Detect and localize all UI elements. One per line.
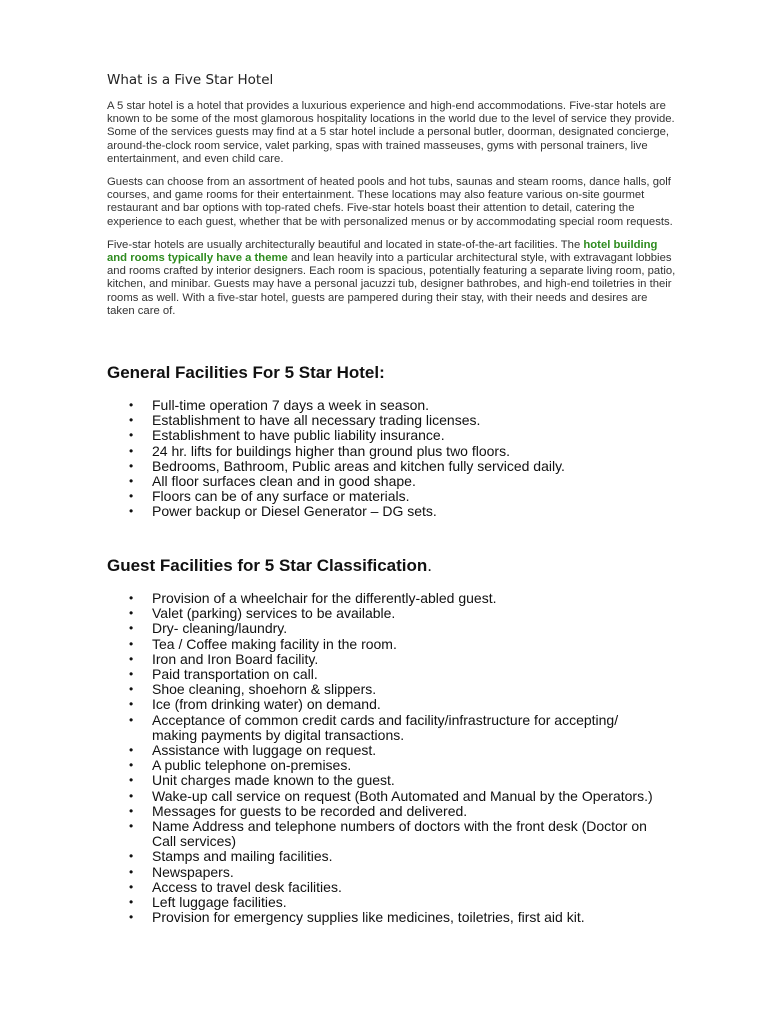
list-item: • Assistance with luggage on request. bbox=[107, 743, 667, 758]
list-item: • Stamps and mailing facilities. bbox=[107, 849, 667, 864]
list-item: • Messages for guests to be recorded and delivered. bbox=[107, 804, 667, 819]
intro-paragraph-2: Guests can choose from an assortment of heated pools and hot tubs, saunas and steam rooms, dance halls, golf courses, and game rooms for their entertainment. These locations may also feature various on-site gourmet restaurant and bar options with top-rated chefs. Five-star hotels boast their attention to detail, catering the experience to each guest, whether that be with personalized menus or by accommodating special room requests. bbox=[107, 176, 673, 228]
list-item: • Dry- cleaning/laundry. bbox=[107, 621, 667, 636]
guest-heading-period: . bbox=[427, 556, 433, 575]
intro-paragraph-1: A 5 star hotel is a hotel that provides a luxurious experience and high-end accommodations. Five-star hotels are known to be some of the most glamorous hospitality locations in the world due to the level of service they provide. Some of the services guests may find at a 5 star hotel include a personal butler, doorman, designated concierge, around-the-clock room service, valet parking, spas with trained masseuses, gyms with personal trainers, live entertainment, and even child care. bbox=[107, 100, 675, 165]
list-item: • Newspapers. bbox=[107, 865, 667, 880]
list-item: • Power backup or Diesel Generator – DG sets. bbox=[107, 504, 667, 519]
list-item: • A public telephone on-premises. bbox=[107, 758, 667, 773]
list-item: • Provision of a wheelchair for the differently-abled guest. bbox=[107, 591, 667, 606]
list-item: • Acceptance of common credit cards and facility/infrastructure for accepting/ making payments by digital transactions. bbox=[107, 713, 667, 743]
list-item: • Establishment to have all necessary trading licenses. bbox=[107, 413, 667, 428]
list-item: • Name Address and telephone numbers of doctors with the front desk (Doctor on Call services) bbox=[107, 819, 667, 849]
list-item: • All floor surfaces clean and in good shape. bbox=[107, 474, 667, 489]
list-item: • Full-time operation 7 days a week in season. bbox=[107, 398, 667, 413]
list-item: • Paid transportation on call. bbox=[107, 667, 667, 682]
list-item: • Unit charges made known to the guest. bbox=[107, 773, 667, 788]
guest-facilities-list bbox=[107, 591, 667, 925]
theme-link[interactable]: hotel building and rooms typically have a theme bbox=[107, 238, 658, 265]
list-item: • Wake-up call service on request (Both Automated and Manual by the Operators.) bbox=[107, 789, 667, 804]
list-item: • Floors can be of any surface or materials. bbox=[107, 489, 667, 504]
list-item: • Establishment to have public liability insurance. bbox=[107, 428, 667, 443]
list-item: • Iron and Iron Board facility. bbox=[107, 652, 667, 667]
paragraph-3-text-start: Five-star hotels are usually architecturally beautiful and located in state-of-the-art facilities. The bbox=[107, 238, 584, 251]
paragraph-3-text-end: and lean heavily into a particular architectural style, with extravagant lobbies and rooms crafted by interior designers. Each room is spacious, potentially featuring a separate living room, patio, kitchen, and minibar. Guests may have a personal jacuzzi tub, designer bathrobes, and high-end toiletries in their rooms as well. With a five-star hotel, guests are pampered during their stay, with their needs and desires are taken care of. bbox=[107, 252, 676, 317]
document-page bbox=[107, 72, 677, 926]
document-title: What is a Five Star Hotel bbox=[107, 72, 274, 88]
list-item: • Left luggage facilities. bbox=[107, 895, 667, 910]
general-facilities-list bbox=[107, 398, 667, 520]
list-item: • Valet (parking) services to be available. bbox=[107, 606, 667, 621]
list-item: • Shoe cleaning, shoehorn & slippers. bbox=[107, 682, 667, 697]
intro-paragraph-3 bbox=[107, 239, 677, 318]
list-item: • Ice (from drinking water) on demand. bbox=[107, 697, 667, 712]
list-item: • Bedrooms, Bathroom, Public areas and kitchen fully serviced daily. bbox=[107, 459, 667, 474]
list-item: • 24 hr. lifts for buildings higher than ground plus two floors. bbox=[107, 444, 667, 459]
guest-heading-text: Guest Facilities for 5 Star Classification bbox=[107, 556, 428, 575]
guest-facilities-heading bbox=[107, 556, 432, 576]
list-item: • Provision for emergency supplies like medicines, toiletries, first aid kit. bbox=[107, 910, 667, 925]
list-item: • Access to travel desk facilities. bbox=[107, 880, 667, 895]
general-facilities-heading: General Facilities For 5 Star Hotel: bbox=[107, 363, 385, 382]
list-item: • Tea / Coffee making facility in the room. bbox=[107, 637, 667, 652]
